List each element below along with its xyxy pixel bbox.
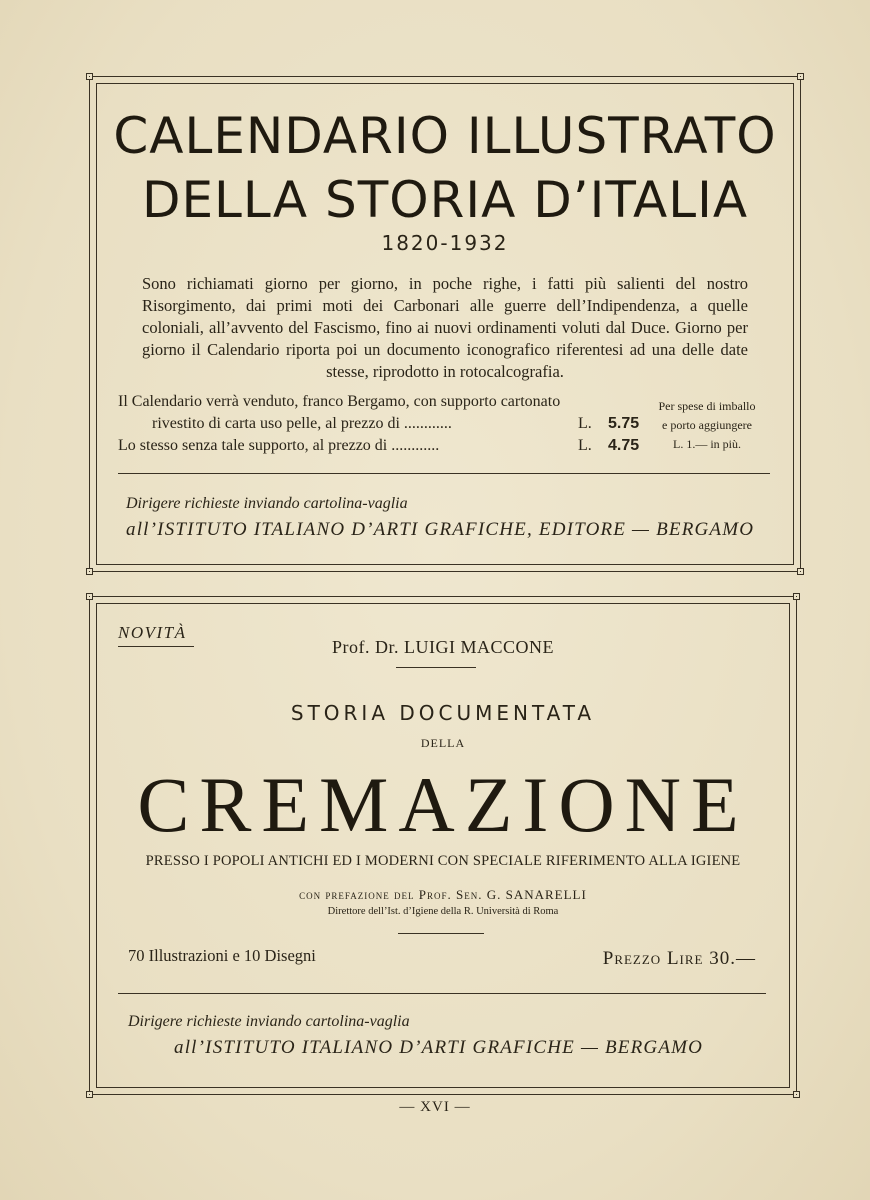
corner-ornament-icon: [797, 568, 804, 575]
corner-ornament-icon: [86, 593, 93, 600]
price-row-label: rivestito di carta uso pelle, al prezzo di ............: [152, 415, 452, 432]
publisher-address: all’ISTITUTO ITALIANO D’ARTI GRAFICHE, EDITORE — BERGAMO: [126, 519, 755, 540]
book-title-main: CREMAZIONE: [137, 761, 749, 848]
corner-ornament-icon: [86, 73, 93, 80]
price-currency: L.: [578, 415, 592, 432]
calendario-years: 1820-1932: [381, 231, 509, 255]
order-instructions: Dirigere richieste inviando cartolina-vaglia: [126, 495, 408, 512]
calendario-title-line2: DELLA STORIA D’ITALIA: [141, 171, 749, 229]
price-amount: 5.75: [608, 415, 640, 432]
price-row-label: Il Calendario verrà venduto, franco Bergamo, con supporto cartonato: [118, 393, 561, 410]
calendario-title-line1: CALENDARIO ILLUSTRATO: [113, 107, 777, 165]
calendario-description: Sono richiamati giorno per giorno, in poche righe, i fatti più salienti del nostro Risorgimento, dai primi moti dei Carbonari alle guerre dell’Indipendenza, a quelle coloniali, all’avvento del Fascismo, fino ai nuovi ordinamenti voluti dal Duce. Giorno per giorno il Calendario riporta poi un documento iconografico riferentesi ad una delle date stesse, riprodotto in rotocalcografia.: [142, 274, 748, 381]
divider: [118, 993, 766, 994]
order-instructions: Dirigere richieste inviando cartolina-vaglia: [128, 1013, 410, 1030]
corner-ornament-icon: [86, 568, 93, 575]
price-amount: 4.75: [608, 437, 640, 454]
corner-ornament-icon: [793, 1091, 800, 1098]
book-price: Prezzo Lire 30.—: [602, 948, 756, 969]
book-author: Prof. Dr. LUIGI MACCONE: [332, 637, 554, 657]
page-number: — XVI —: [399, 1099, 471, 1115]
shipping-note-line: L. 1.— in più.: [673, 437, 741, 451]
shipping-note-line: Per spese di imballo: [658, 399, 756, 413]
book-title-top: STORIA DOCUMENTATA: [290, 701, 596, 725]
price-row-label: Lo stesso senza tale supporto, al prezzo di ............: [118, 437, 440, 454]
corner-ornament-icon: [86, 1091, 93, 1098]
illustrations-count: 70 Illustrazioni e 10 Disegni: [128, 946, 316, 965]
novita-label: NOVITÀ: [118, 623, 187, 642]
divider: [118, 473, 770, 474]
ornament-rule: [398, 933, 484, 934]
price-currency: L.: [578, 437, 592, 454]
corner-ornament-icon: [797, 73, 804, 80]
book-preface: con prefazione del Prof. Sen. G. SANARELLI: [299, 887, 587, 902]
cremazione-advert: [89, 596, 797, 1095]
book-subtitle: PRESSO I POPOLI ANTICHI ED I MODERNI CON SPECIALE RIFERIMENTO ALLA IGIENE: [145, 853, 741, 869]
shipping-note-line: e porto aggiungere: [662, 418, 752, 432]
corner-ornament-icon: [793, 593, 800, 600]
preface-author-title: Direttore dell’Ist. d’Igiene della R. Università di Roma: [327, 906, 559, 917]
publisher-address: all’ISTITUTO ITALIANO D’ARTI GRAFICHE — BERGAMO: [174, 1037, 704, 1058]
book-title-della: DELLA: [420, 736, 466, 750]
ornament-rule: [396, 667, 476, 668]
shipping-note: [632, 397, 782, 454]
calendario-advert: [89, 76, 801, 572]
